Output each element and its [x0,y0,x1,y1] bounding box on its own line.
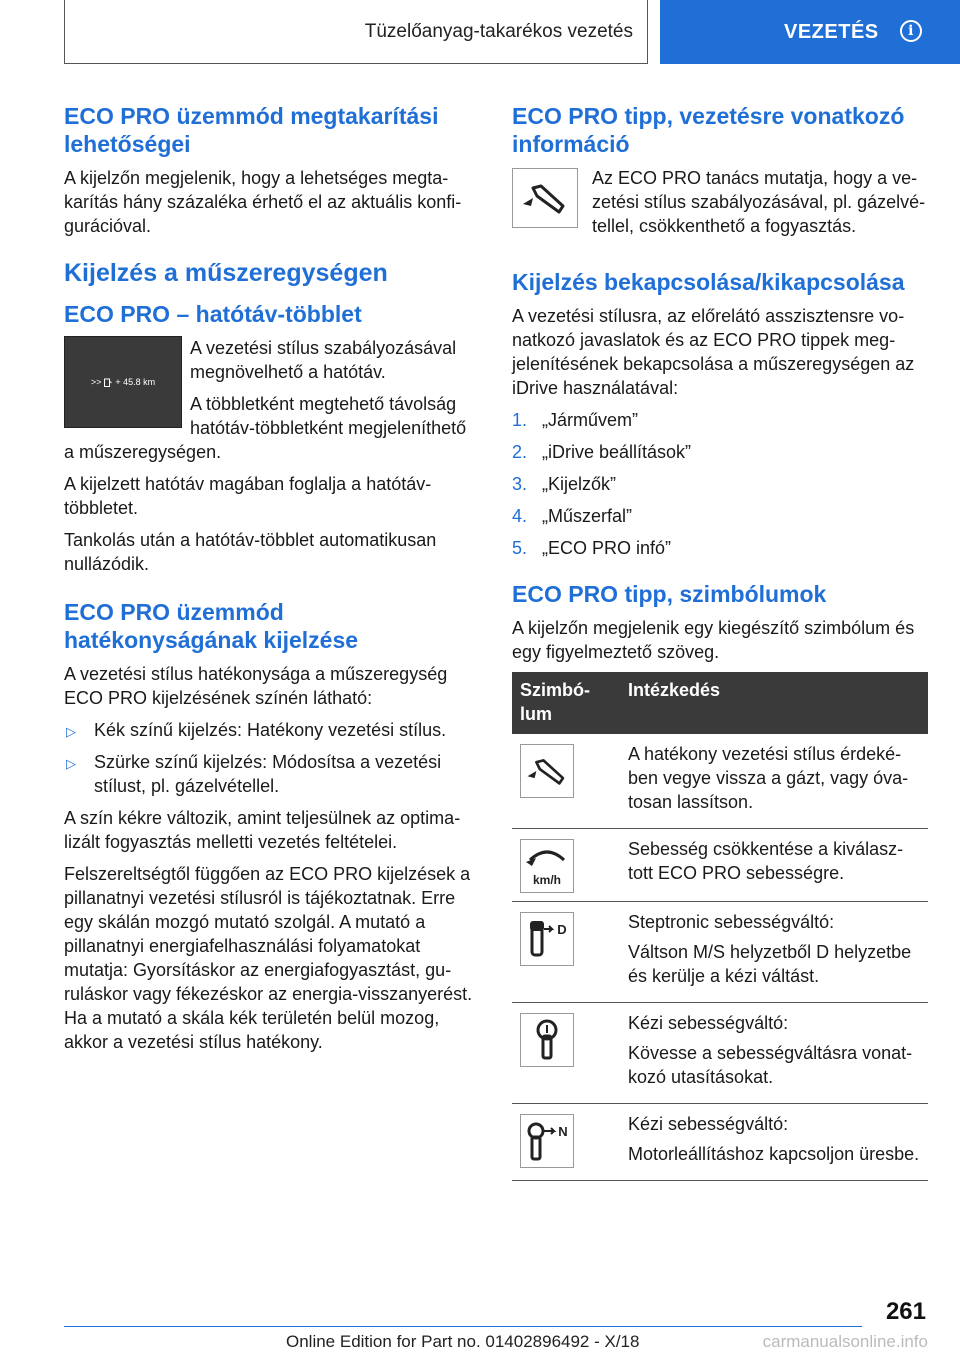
para-symbols: A kijelzőn megjelenik egy kiegészítő szimbólum és egy figyelmeztető szöveg. [512,618,915,662]
para-saving: A kijelzőn megjelenik, hogy a lehetséges megtakarítás hány százaléka érhető el az aktuális konfigurációval. [64,168,462,236]
watermark: carmanualsonline.info [762,1332,928,1351]
table-row [512,1003,928,1104]
triangle-bullet-icon: ▷ [66,756,76,771]
chevrons-icon: >> [90,377,102,387]
heading-range: ECO PRO – hatótáv-többlet [64,301,362,327]
speed-reduce-icon [520,839,574,893]
fuel-pump-icon [104,378,112,387]
tip-block [512,166,928,246]
action-text: Váltson M/S helyzetből D helyzetbe és kerülje a kézi váltást. [628,942,912,986]
footer-divider [64,1326,862,1327]
table-row [512,1104,928,1181]
para-range-1: A vezetési stílus szabályozásával megnövelhető a hatótáv. [190,338,457,382]
action-text: Steptronic sebességváltó: [628,912,835,932]
heading-efficiency: ECO PRO üzemmód hatékonyságának kijelzése [64,599,359,653]
para-range-3: A kijelzett hatótáv magában foglalja a hatótáv-többletet. [64,474,432,518]
gear-d-label: D [557,922,567,937]
para-efficiency-2: A szín kékre változik, amint teljesülnek az optimalizált fogyasztás melletti vezetés feltételei. [64,808,461,852]
range-block [64,336,478,472]
para-efficiency-1: A vezetési stílus hatékonysága a műszeregység ECO PRO kijelzésének színén látható: [64,664,448,708]
heading-saving: ECO PRO üzemmód megtakarítási lehetőségei [64,103,439,157]
right-column [512,102,928,1181]
edition-text: Online Edition for Part no. 01402896492 - X/18 [286,1332,640,1351]
action-text: A hatékony vezetési stílus érdekében vegye vissza a gázt, vagy óvatosan lassítson. [628,744,909,812]
bullet-item: ▷ Szürke színű kijelzés: Módosítsa a vezetési stílust, pl. gázelvétellel. [66,752,442,796]
step-item: 5. „ECO PRO infó” [512,538,672,558]
foot-off-pedal-icon [520,744,574,798]
section-title: Tüzelőanyag-takarékos vezetés [364,20,633,42]
foot-off-pedal-icon [512,168,578,228]
table-row [512,829,928,902]
speed-icon-label: km/h [532,873,562,887]
column-header-symbol: Szimbólum [512,672,620,734]
info-icon[interactable]: i [900,20,922,42]
action-text: Kövesse a sebességváltásra vonatkozó utasításokat. [628,1043,913,1087]
para-toggle: A vezetési stílusra, az előrelátó asszisztensre vonatkozó javaslatok és az ECO PRO tippek megjelenítésének bekapcsolása a műszeregységen az iDrive használatával: [512,306,915,398]
manual-gearshift-icon [520,1013,574,1067]
symbol-table [512,672,928,1181]
column-header-action: Intézkedés [620,672,928,734]
step-item: 3. „Kijelzők” [512,474,617,494]
chapter-title: VEZETÉS [784,20,879,43]
neutral-gear-icon [520,1114,574,1168]
heading-toggle: Kijelzés bekapcsolása/kikapcsolása [512,269,905,295]
table-header-row [512,672,928,734]
header-chapter-tab[interactable] [660,0,960,64]
para-range-2: A többletként megtehető távolság hatótáv-többletként megjeleníthető a műszeregységen. [64,394,467,462]
triangle-bullet-icon: ▷ [66,724,76,739]
action-text: Sebesség csökkentése a kiválasztott ECO PRO sebességre. [628,839,904,883]
range-image-value: + 45.8 km [115,377,156,387]
action-text: Kézi sebességváltó: [628,1114,789,1134]
action-text: Motorleállításhoz kapcsoljon üresbe. [628,1144,920,1164]
para-tip: Az ECO PRO tanács mutatja, hogy a vezetési stílus szabályozásával, pl. gázelvétellel, csökkenthető a fogyasztás. [592,168,926,236]
efficiency-bullets [64,718,478,798]
para-range-4: Tankolás után a hatótáv-többlet automatikusan nullázódik. [64,530,437,574]
table-row [512,902,928,1003]
bullet-item: ▷ Kék színű kijelzés: Hatékony vezetési stílus. [64,718,478,742]
heading-tip: ECO PRO tipp, vezetésre vonatkozó információ [512,103,905,157]
heading-symbols: ECO PRO tipp, szimbólumok [512,581,827,607]
range-display-image [64,336,182,428]
gear-n-label: N [558,1124,568,1139]
step-item: 2. „iDrive beállítások” [512,442,692,462]
table-row [512,734,928,829]
steptronic-d-icon [520,912,574,966]
action-text: Kézi sebességváltó: [628,1013,789,1033]
header-section-title [64,0,648,64]
left-column [64,102,478,1062]
step-item: 4. „Műszerfal” [512,506,633,526]
heading-display: Kijelzés a műszeregységen [64,259,388,287]
step-item: 1. „Járművem” [512,410,639,430]
para-efficiency-3: Felszereltségtől függően az ECO PRO kijelzések a pillanatnyi vezetési stílusról is tájékoztatnak. Erre egy skálán mozgó mutató szolgál. A mutató a pillanatnyi energiafelhasználási folyamatokat mutatja: Gyorsításkor az energiafogyasztást, guruláskor vagy fékezéskor az energia-visszanyerést. Ha a mutató a skála kék területén belül mozog, akkor a vezetési stílus hatékony. [64,864,473,1052]
page-number: 261 [885,1298,926,1325]
menu-steps [512,408,928,560]
